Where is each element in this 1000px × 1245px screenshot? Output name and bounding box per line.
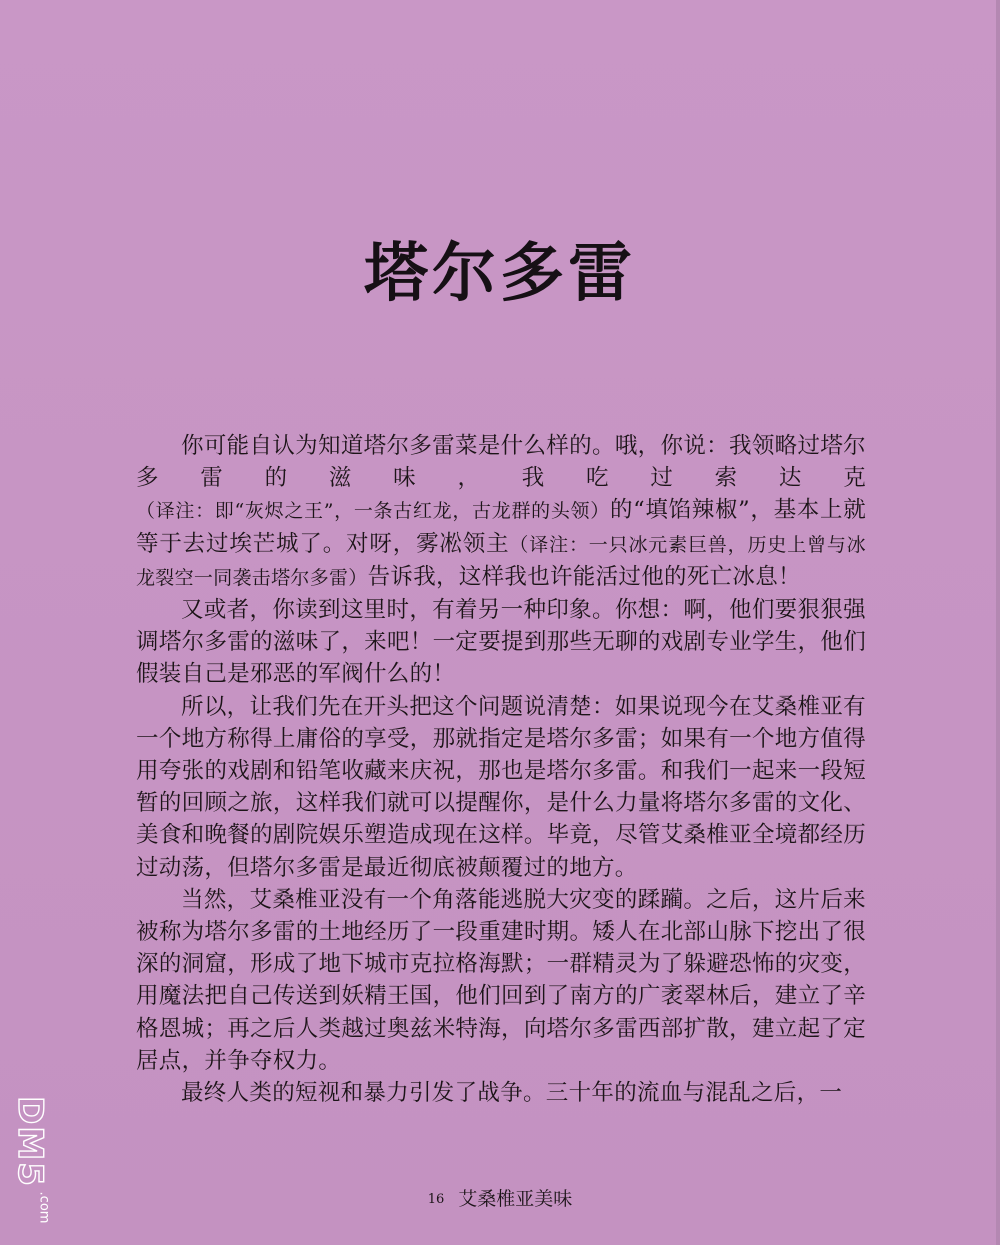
page-edge <box>996 0 1000 1245</box>
paragraph-text: 所以，让我们先在开头把这个问题说清楚：如果说现今在艾桑椎亚有一个地方称得上庸俗的享受，那就指定是塔尔多雷；如果有一个地方值得用夸张的戏剧和铅笔收藏来庆祝，那也是塔尔多雷。和我们一起来一段短暂的回顾之旅，这样我们就可以提醒你，是什么力量将塔尔多雷的文化、美食和晚餐的剧院娱乐塑造成现在这样。毕竟，尽管艾桑椎亚全境都经历过动荡，但塔尔多雷是最近彻底被颠覆过的地方。 <box>136 693 866 881</box>
paragraph-text: 又或者，你读到这里时，有着另一种印象。你想：啊，他们要狠狠强调塔尔多雷的滋味了，来吧！一定要提到那些无聊的戏剧专业学生，他们假装自己是邪恶的军阀什么的！ <box>136 597 866 688</box>
translator-note: （译注：即“灰烬之王”，一条古红龙，古龙群的头领） <box>136 500 610 523</box>
watermark-domain: .com <box>36 1191 52 1224</box>
paragraph <box>136 594 866 691</box>
paragraph <box>136 1077 866 1109</box>
translator-note: （译注：一只冰元素巨兽，历史上曾与冰龙裂空一同袭击塔尔多雷） <box>136 533 866 589</box>
page-footer <box>0 1184 1000 1211</box>
paragraph <box>136 691 866 884</box>
page-number: 16 <box>427 1192 445 1207</box>
paragraph <box>136 430 866 594</box>
paragraph-text: 最终人类的短视和暴力引发了战争。三十年的流血与混乱之后，一 <box>181 1080 843 1107</box>
paragraph-text: 你可能自认为知道塔尔多雷菜是什么样的。哦，你说：我领略过塔尔多雷的滋味，我吃过索达克 <box>136 433 866 492</box>
running-title: 艾桑椎亚美味 <box>458 1188 573 1210</box>
paragraph-text: 告诉我，这样我也许能活过他的死亡冰息！ <box>367 563 801 590</box>
body-text <box>136 430 866 1109</box>
paragraph-text: 的“填馅辣椒”，基本上就等于去过埃芒城了。对呀，雾凇领主 <box>136 497 866 557</box>
page-title: 塔尔多雷 <box>364 237 636 311</box>
paragraph <box>136 884 866 1077</box>
watermark-logo: DM5 <box>9 1096 50 1188</box>
paragraph-text: 当然，艾桑椎亚没有一个角落能逃脱大灾变的蹂躏。之后，这片后来被称为塔尔多雷的土地经历了一段重建时期。矮人在北部山脉下挖出了很深的洞窟，形成了地下城市克拉格海默；一群精灵为了躲避恐怖的灾变，用魔法把自己传送到妖精王国，他们回到了南方的广袤翠林后，建立了辛格恩城；再之后人类越过奥兹米特海，向塔尔多雷西部扩散，建立起了定居点，并争夺权力。 <box>136 886 866 1074</box>
site-watermark <box>9 1092 60 1230</box>
